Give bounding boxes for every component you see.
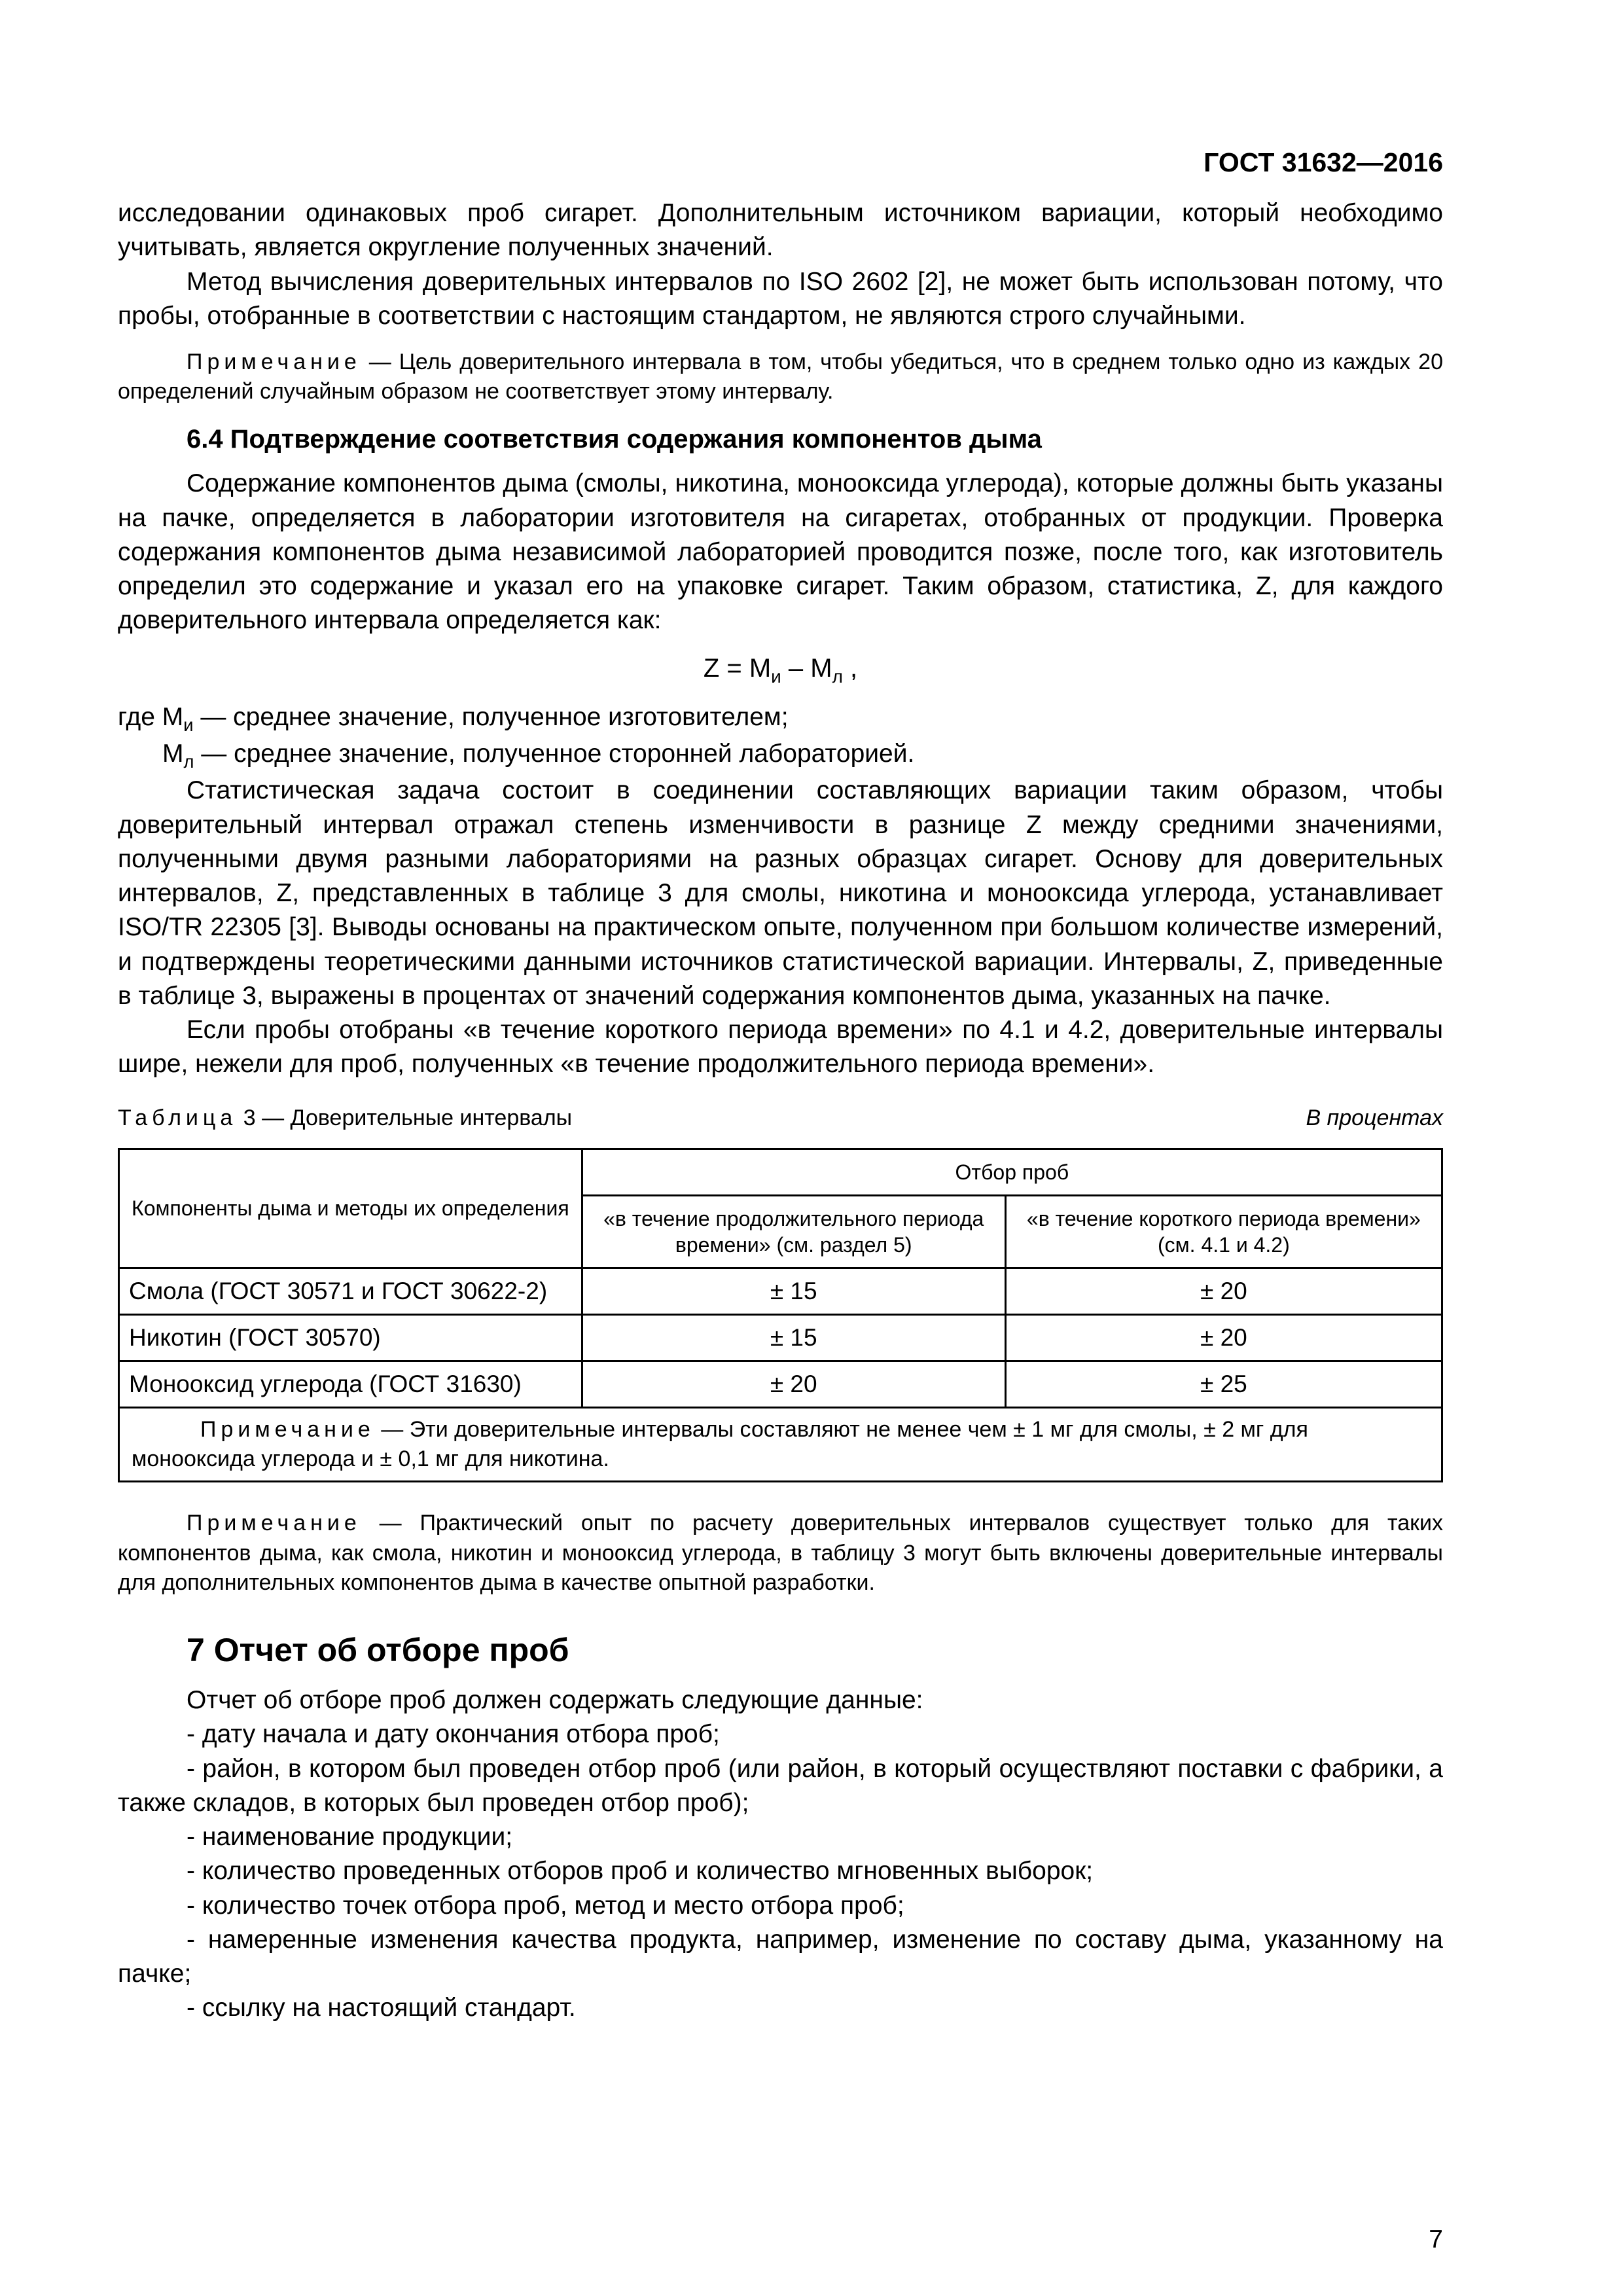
table-row [119, 1268, 1442, 1314]
list-item: - намеренные изменения качества продукта, например, изменение по составу дыма, указанному на пачке; [118, 1925, 1443, 1988]
paragraph-short-period: Если пробы отобраны «в течение короткого периода времени» по 4.1 и 4.2, доверительные интервалы шире, нежели для проб, полученных «в течение продолжительного периода времени». [118, 1016, 1443, 1079]
table-cell-component: Смола (ГОСТ 30571 и ГОСТ 30622-2) [119, 1268, 582, 1314]
table-note-row [119, 1407, 1442, 1481]
table-cell-short: ± 25 [1005, 1361, 1442, 1407]
list-item: - количество проведенных отборов проб и количество мгновенных выборок; [187, 1857, 1094, 1886]
document-page [118, 147, 1443, 2026]
table-note-text: — Эти доверительные интервалы составляют не менее чем ± 1 мг для смолы, ± 2 мг для монооксида углерода и ± 0,1 мг для никотина. [132, 1416, 1308, 1472]
table-header-sampling: Отбор проб [582, 1149, 1442, 1195]
table-cell-long: ± 15 [582, 1314, 1005, 1361]
table-cell-short: ± 20 [1005, 1314, 1442, 1361]
formula-where-lab: $M_л$ — среднее значение, полученное сторонней лабораторией. [162, 740, 915, 772]
table-cell-component: Никотин (ГОСТ 30570) [119, 1314, 582, 1361]
table-header-short-period: «в течение короткого периода времени» (см. 4.1 и 4.2) [1005, 1195, 1442, 1268]
table-note [119, 1407, 1442, 1481]
table-header-long-period: «в течение продолжительного периода времени» (см. раздел 5) [582, 1195, 1005, 1268]
table-header-components: Компоненты дыма и методы их определения [119, 1149, 582, 1268]
table-row [119, 1361, 1442, 1407]
list-item: - район, в котором был проведен отбор проб (или район, в который осуществляют поставки с фабрики, а также складов, в которых был проведен отбор проб); [118, 1754, 1443, 1817]
section-7-intro: Отчет об отборе проб должен содержать следующие данные: [187, 1686, 923, 1715]
note-practical-experience [118, 1509, 1443, 1598]
table-cell-long: ± 20 [582, 1361, 1005, 1407]
note-confidence-interval [118, 348, 1443, 406]
list-item: - дату начала и дату окончания отбора проб; [187, 1720, 720, 1749]
paragraph-continued: исследовании одинаковых проб сигарет. Дополнительным источником вариации, который необходимо учитывать, является округление полученных значений. [118, 199, 1443, 262]
table-caption-label: Таблица [118, 1105, 238, 1130]
table-caption-text: 3 — Доверительные интервалы [237, 1105, 573, 1130]
note-label: Примечание [187, 1511, 361, 1536]
section-6-4-title: 6.4 Подтверждение соответствия содержания компонентов дыма [187, 425, 1042, 454]
paragraph-statistical-task: Статистическая задача состоит в соединении составляющих вариации таким образом, чтобы доверительный интервал отражал степень изменчивости в разнице Z между средними значениями, полученными двумя разными лабораториями на разных образцах сигарет. Основу для доверительных интервалов, Z, представленных в таблице 3 для смолы, никотина и монооксида углерода, устанавливает ISO/TR 22305 [3]. Выводы основаны на практическом опыте, полученном при большом количестве измерений, и подтверждены теоретическими данными источников статистической вариации. Интервалы, Z, приведенные в таблице 3, выражены в процентах от значений содержания компонентов дыма, указанных на пачке. [118, 776, 1443, 1010]
report-items-list [118, 1717, 1443, 2025]
table-3-confidence-intervals [118, 1148, 1443, 1483]
page-number: 7 [1429, 2225, 1443, 2253]
formula-where-manufacturer: где $M_и$ — среднее значение, полученное изготовителем; [118, 702, 789, 735]
table-3-caption [118, 1105, 1443, 1131]
table-row [119, 1314, 1442, 1361]
table-cell-short: ± 20 [1005, 1268, 1442, 1314]
list-item: - наименование продукции; [187, 1823, 513, 1852]
table-note-label: Примечание [200, 1416, 375, 1442]
standard-header: ГОСТ 31632—2016 [1204, 147, 1443, 177]
formula-z: $Z = M_и - M_л$ , [703, 653, 858, 687]
table-cell-long: ± 15 [582, 1268, 1005, 1314]
note-text: — Цель доверительного интервала в том, чтобы убедиться, что в среднем только одно из каждых 20 определений случайным образом не соответствует этому интервалу. [118, 350, 1443, 404]
table-cell-component: Монооксид углерода (ГОСТ 31630) [119, 1361, 582, 1407]
section-7-title: 7 Отчет об отборе проб [187, 1632, 569, 1669]
list-item: - ссылку на настоящий стандарт. [187, 1994, 576, 2022]
list-item: - количество точек отбора проб, метод и место отбора проб; [187, 1891, 904, 1920]
note-text: — Практический опыт по расчету доверительных интервалов существует только для таких компонентов дыма, как смола, никотин и монооксид углерода, в таблицу 3 могут быть включены доверительные интервалы для дополнительных компонентов дыма в качестве опытной разработки. [118, 1511, 1443, 1595]
paragraph-iso-2602: Метод вычисления доверительных интервалов по ISO 2602 [2], не может быть использован потому, что пробы, отобранные в соответствии с настоящим стандартом, не являются строго случайными. [118, 267, 1443, 330]
paragraph-smoke-components: Содержание компонентов дыма (смолы, никотина, монооксида углерода), которые должны быть указаны на пачке, определяется в лаборатории изготовителя на сигаретах, отобранных от продукции. Проверка содержания компонентов дыма независимой лабораторией проводится позже, после того, как изготовитель определил это содержание и указал его на упаковке сигарет. Таким образом, статистика, Z, для каждого доверительного интервала определяется как: [118, 469, 1443, 635]
table-units: В процентах [1306, 1105, 1443, 1130]
note-label: Примечание [187, 350, 361, 374]
